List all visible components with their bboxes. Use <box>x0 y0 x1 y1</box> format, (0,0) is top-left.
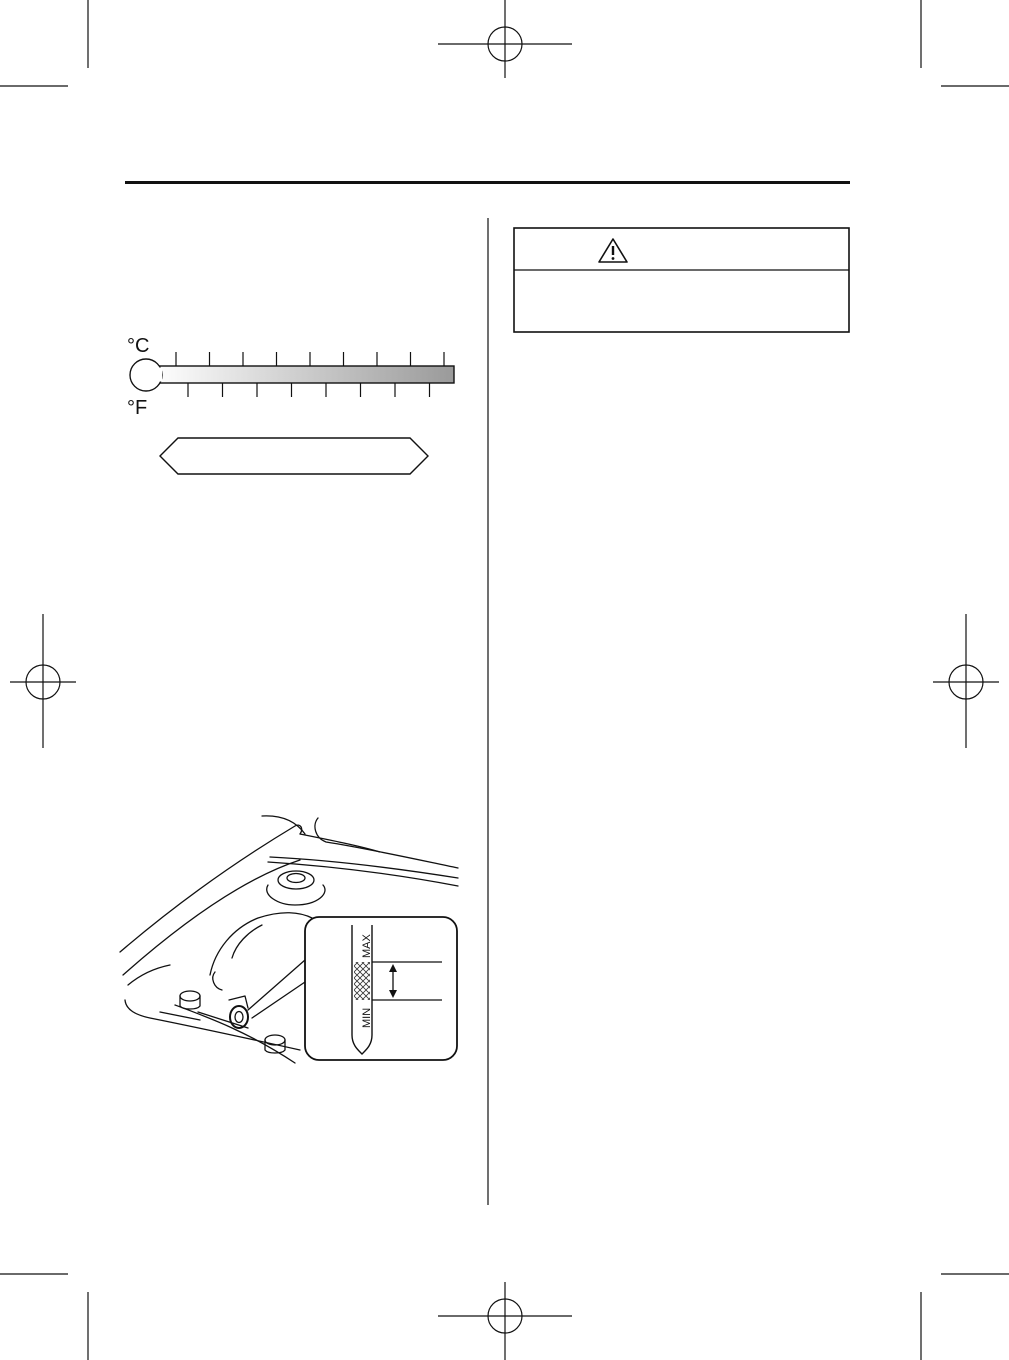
header-rule <box>125 181 850 184</box>
registration-mark-left <box>10 614 76 748</box>
fahrenheit-unit-label: °F <box>127 397 148 419</box>
registration-mark-right <box>933 614 999 748</box>
dipstick-min-label: MIN <box>361 1007 373 1028</box>
thermometer-tube <box>152 366 454 383</box>
dipstick-hatched-range <box>354 962 370 1000</box>
temperature-range-arrow <box>160 438 428 474</box>
dipstick-callout <box>305 917 457 1060</box>
temperature-scale <box>127 335 454 419</box>
fahrenheit-ticks <box>188 383 430 397</box>
warning-box <box>514 228 849 332</box>
bulb-joint-cover <box>154 368 162 382</box>
celsius-unit-label: °C <box>127 335 150 357</box>
warning-box-frame <box>514 228 849 332</box>
celsius-ticks <box>176 352 444 366</box>
dipstick-max-label: MAX <box>361 934 373 958</box>
registration-mark-top <box>438 0 572 78</box>
dipstick-callout-frame <box>305 917 457 1060</box>
registration-mark-bottom <box>438 1282 572 1360</box>
